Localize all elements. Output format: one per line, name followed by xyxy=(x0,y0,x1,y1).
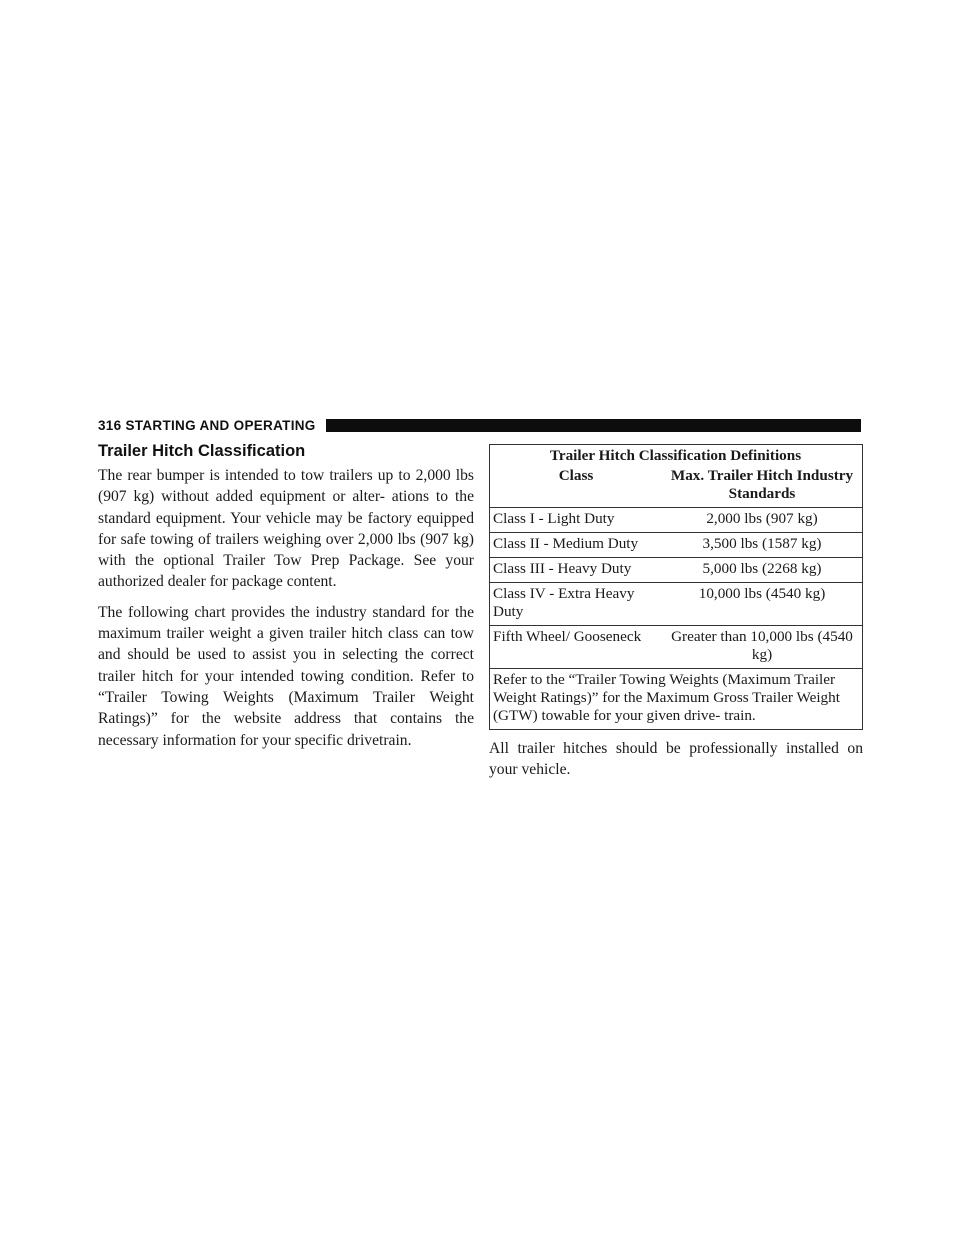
standard-cell: Greater than 10,000 lbs (4540 kg) xyxy=(663,626,863,669)
table-caption: Trailer Hitch Classification Definitions xyxy=(490,445,863,466)
standard-cell: 5,000 lbs (2268 kg) xyxy=(663,558,863,583)
class-column-header: Class xyxy=(490,465,664,508)
left-column xyxy=(98,441,474,760)
page-header xyxy=(98,415,861,435)
installation-paragraph: All trailer hitches should be professionally installed on your vehicle. xyxy=(489,740,863,779)
table-caption-row xyxy=(490,445,863,466)
section-name: STARTING AND OPERATING xyxy=(125,417,316,433)
table-row xyxy=(490,626,863,669)
table-row xyxy=(490,508,863,533)
class-cell: Class IV - Extra Heavy Duty xyxy=(490,583,664,626)
table-row xyxy=(490,558,863,583)
standard-cell: 10,000 lbs (4540 kg) xyxy=(663,583,863,626)
class-cell: Fifth Wheel/ Gooseneck xyxy=(490,626,664,669)
table-header-row xyxy=(490,465,863,508)
section-title: Trailer Hitch Classification xyxy=(98,442,306,460)
hitch-classification-table xyxy=(489,444,863,730)
table-note: Refer to the “Trailer Towing Weights (Maximum Trailer Weight Ratings)” for the Maximum Gross Trailer Weight (GTW) towable for your given drive- train. xyxy=(490,669,863,730)
standard-cell: 3,500 lbs (1587 kg) xyxy=(663,533,863,558)
page-number: 316 xyxy=(98,417,122,433)
header-label xyxy=(98,418,316,433)
table-row xyxy=(490,533,863,558)
chart-description-paragraph: The following chart provides the industry standard for the maximum trailer weight a given trailer hitch class can tow and should be used to assist you in selecting the correct trailer hitch for your intended towing condition. Refer to “Trailer Towing Weights (Maximum Trailer Weight Ratings)” for the website address that contains the necessary information for your specific drivetrain. xyxy=(98,603,474,749)
table-note-row xyxy=(490,669,863,730)
intro-paragraph: The rear bumper is intended to tow trailers up to 2,000 lbs (907 kg) without added equipment or alter- ations to the standard equipment. Your vehicle may be factory equipped for safe towing of trailers weighing over 2,000 lbs (907 kg) with the optional Trailer Tow Prep Package. See your authorized dealer for package content. xyxy=(98,467,474,591)
class-cell: Class II - Medium Duty xyxy=(490,533,664,558)
standard-cell: 2,000 lbs (907 kg) xyxy=(663,508,863,533)
table-row xyxy=(490,583,863,626)
class-cell: Class III - Heavy Duty xyxy=(490,558,664,583)
class-cell: Class I - Light Duty xyxy=(490,508,664,533)
header-rule xyxy=(326,419,861,432)
right-column xyxy=(489,444,863,781)
standard-column-header: Max. Trailer Hitch Industry Standards xyxy=(663,465,863,508)
